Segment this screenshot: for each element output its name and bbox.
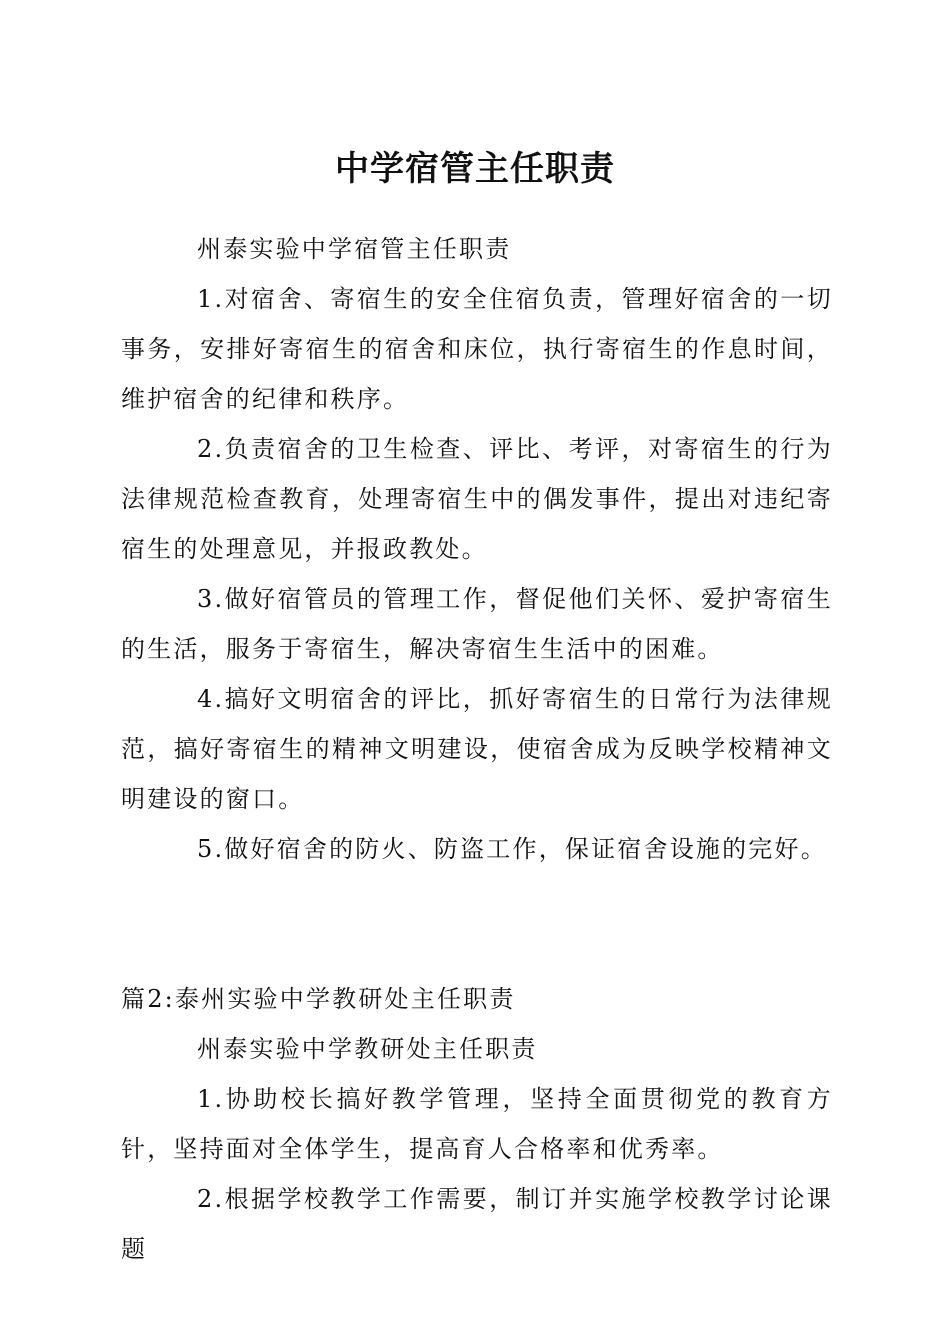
section1-subtitle: 州泰实验中学宿管主任职责 [197,235,512,263]
section2-item-2: 2.根据学校教学工作需要，制订并实施学校教学讨论课题 [121,1185,833,1263]
section2-heading: 篇2:泰州实验中学教研处主任职责 [121,985,516,1013]
section1-item-4: 4.搞好文明宿舍的评比，抓好寄宿生的日常行为法律规范，搞好寄宿生的精神文明建设，使宿舍成为反映学校精神文明建设的窗口。 [121,685,833,813]
section2-item-1: 1.协助校长搞好教学管理，坚持全面贯彻党的教育方针，坚持面对全体学生，提高育人合格率和优秀率。 [121,1085,833,1163]
document-body [121,224,833,1274]
section1-item-1: 1.对宿舍、寄宿生的安全住宿负责，管理好宿舍的一切事务，安排好寄宿生的宿舍和床位，执行寄宿生的作息时间，维护宿舍的纪律和秩序。 [121,285,833,413]
section1-item-5: 5.做好宿舍的防火、防盗工作，保证宿舍设施的完好。 [197,835,827,863]
section1-item-3: 3.做好宿管员的管理工作，督促他们关怀、爱护寄宿生的生活，服务于寄宿生，解决寄宿生生活中的困难。 [121,585,833,663]
section-spacer [121,874,833,974]
document-title: 中学宿管主任职责 [335,149,615,189]
section1-item-2: 2.负责宿舍的卫生检查、评比、考评，对寄宿生的行为法律规范检查教育，处理寄宿生中的偶发事件，提出对违纪寄宿生的处理意见，并报政教处。 [121,435,833,563]
section2-subtitle: 州泰实验中学教研处主任职责 [197,1035,538,1063]
